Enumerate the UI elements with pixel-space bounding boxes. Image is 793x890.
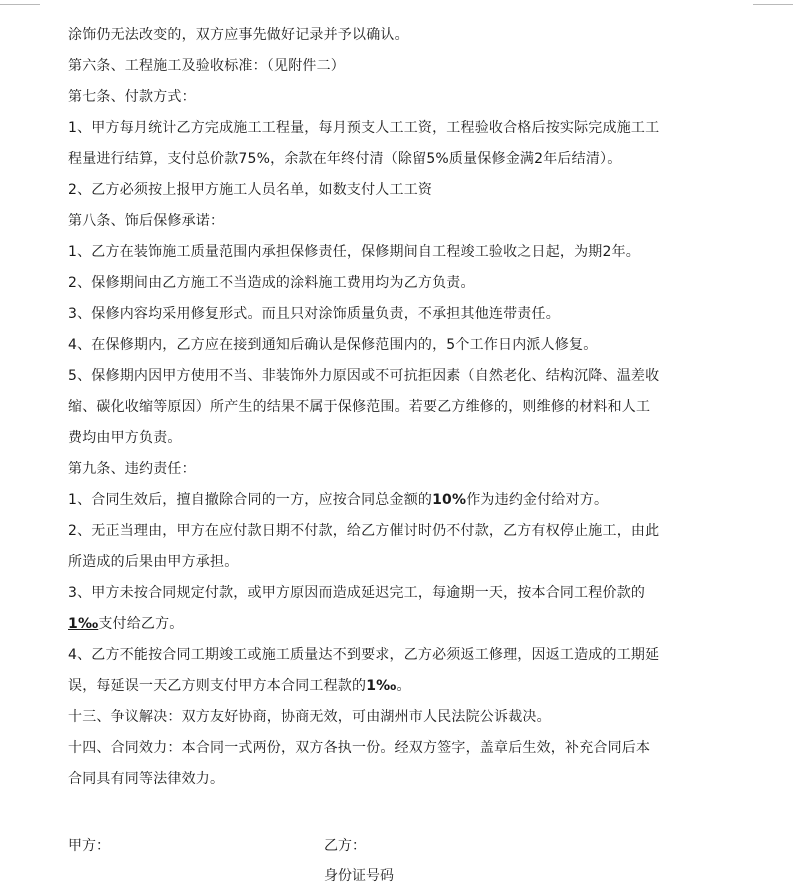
delay-rate: 1‰: [366, 678, 397, 694]
article-6-heading: 第六条、工程施工及验收标准：（见附件二）: [68, 58, 345, 74]
text-line: 3、保修内容均采用修复形式。而且只对涂饰质量负责，不承担其他连带责任。: [68, 306, 560, 322]
text-line: 5、保修期内因甲方使用不当、非装饰外力原因或不可抗拒因素（自然老化、结构沉降、温差收: [68, 368, 660, 384]
article-9-heading: 第九条、违约责任：: [68, 461, 196, 477]
text-line: 4、乙方不能按合同工期竣工或施工质量达不到要求，乙方必须返工修理，因返工造成的工期延: [68, 647, 660, 663]
text-line: [68, 609, 736, 640]
article-8-heading: 第八条、饰后保修承诺：: [68, 213, 225, 229]
text-line: 2、乙方必须按上报甲方施工人员名单，如数支付人工工资: [68, 182, 433, 198]
penalty-text-post: 作为违约金付给对方。: [466, 492, 609, 508]
text-line: 2、保修期间由乙方施工不当造成的涂料施工费用均为乙方负责。: [68, 275, 475, 291]
party-b-label: 乙方：: [324, 838, 366, 854]
text-line: [68, 485, 736, 516]
document-body: [68, 20, 736, 795]
article-7-heading: 第七条、付款方式：: [68, 89, 196, 105]
delay-text-pre: 误，每延误一天乙方则支付甲方本合同工程款的: [68, 678, 367, 694]
text-line: 4、在保修期内，乙方应在接到通知后确认是保修范围内的，5个工作日内派人修复。: [68, 337, 598, 353]
text-line: 涂饰仍无法改变的，双方应事先做好记录并予以确认。: [68, 27, 409, 43]
text-line: 3、甲方未按合同规定付款，或甲方原因而造成延迟完工，每逾期一天，按本合同工程价款的: [68, 585, 646, 601]
delay-text-post: 。: [396, 678, 411, 694]
text-line: [68, 671, 736, 702]
page-corner-mark-left: [0, 0, 40, 5]
signature-row: [68, 832, 736, 860]
article-13-text: 十三、争议解决：双方友好协商，协商无效，可由湖州市人民法院公诉裁决。: [68, 709, 551, 725]
text-line: 缩、碳化收缩等原因）所产生的结果不属于保修范围。若要乙方维修的，则维修的材料和人工: [68, 399, 651, 415]
text-line: 1、甲方每月统计乙方完成施工工程量，每月预支人工工资，工程验收合格后按实际完成施工工: [68, 120, 660, 136]
article-14-text: 十四、合同效力：本合同一式两份，双方各执一份。经双方签字，盖章后生效，补充合同后本: [68, 740, 651, 756]
page-corner-mark-right: [753, 0, 793, 5]
penalty-text-pre: 1、合同生效后，擅自撤除合同的一方，应按合同总金额的: [68, 492, 433, 508]
text-line: 1、乙方在装饰施工质量范围内承担保修责任，保修期间自工程竣工验收之日起，为期2年。: [68, 244, 641, 260]
text-line: 费均由甲方负责。: [68, 430, 182, 446]
late-payment-rate: 1‰: [68, 616, 99, 632]
text-line: 合同具有同等法律效力。: [68, 771, 225, 787]
text-line: 2、无正当理由，甲方在应付款日期不付款，给乙方催讨时仍不付款，乙方有权停止施工，由此: [68, 523, 660, 539]
party-a-label: 甲方：: [68, 838, 110, 854]
late-payment-text: 支付给乙方。: [98, 616, 184, 632]
text-line: 所造成的后果由甲方承担。: [68, 554, 239, 570]
penalty-percentage: 10%: [432, 492, 467, 508]
id-number-label: 身份证号码: [324, 868, 394, 884]
text-line: 程量进行结算，支付总价款75%，余款在年终付清（除留5%质量保修金满2年后结清）。: [68, 151, 622, 167]
